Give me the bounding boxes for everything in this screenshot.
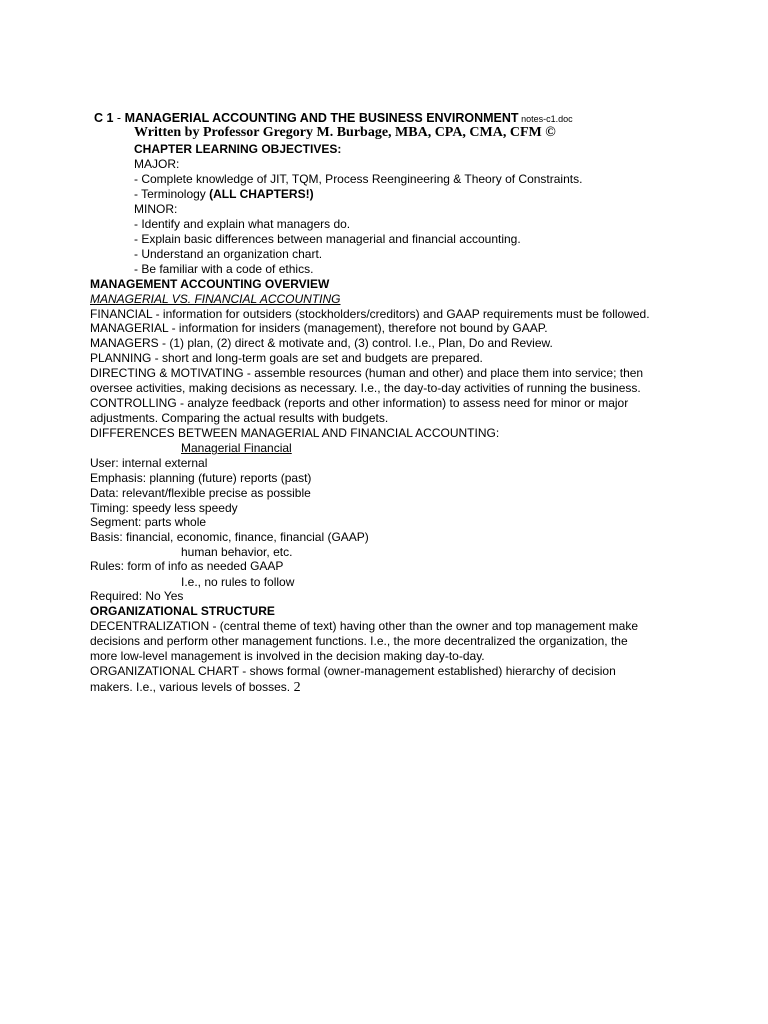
minor-objective-3: - Understand an organization chart.	[134, 247, 323, 261]
overview-heading: MANAGEMENT ACCOUNTING OVERVIEW	[90, 277, 330, 291]
overview-line-differences: DIFFERENCES BETWEEN MANAGERIAL AND FINANCIAL ACCOUNTING:	[90, 426, 500, 440]
structure-line-org-chart-cont	[90, 680, 301, 695]
overview-line-directing-cont: oversee activities, making decisions as necessary. I.e., the day-to-day activities of running the business.	[90, 381, 641, 395]
objectives-heading: CHAPTER LEARNING OBJECTIVES:	[134, 142, 342, 156]
comparison-row: I.e., no rules to follow	[181, 575, 295, 589]
overview-subheading: MANAGERIAL VS. FINANCIAL ACCOUNTING	[90, 292, 341, 306]
structure-line-org-chart-text: makers. I.e., various levels of bosses.	[90, 680, 291, 694]
comparison-row: Timing: speedy less speedy	[90, 501, 238, 515]
major-objective-1: - Complete knowledge of JIT, TQM, Process Reengineering & Theory of Constraints.	[134, 172, 583, 186]
major-label: MAJOR:	[134, 157, 180, 171]
comparison-row: Emphasis: planning (future) reports (past)	[90, 471, 312, 485]
overview-line-managers: MANAGERS - (1) plan, (2) direct & motivate and, (3) control. I.e., Plan, Do and Review.	[90, 336, 553, 350]
overview-line-controlling-cont: adjustments. Comparing the actual results with budgets.	[90, 411, 389, 425]
chapter-number: C 1	[94, 111, 114, 125]
file-name: notes-c1.doc	[518, 114, 573, 124]
comparison-row: Data: relevant/flexible precise as possible	[90, 486, 311, 500]
comparison-header: Managerial Financial	[181, 441, 292, 455]
overview-line-planning: PLANNING - short and long-term goals are set and budgets are prepared.	[90, 351, 483, 365]
title-dash: -	[113, 111, 125, 125]
structure-line-org-chart: ORGANIZATIONAL CHART - shows formal (owner-management established) hierarchy of decision	[90, 664, 616, 678]
overview-line-controlling: CONTROLLING - analyze feedback (reports and other information) to assess need for minor or major	[90, 396, 629, 410]
chapter-title: MANAGERIAL ACCOUNTING AND THE BUSINESS ENVIRONMENT	[124, 111, 519, 125]
comparison-row: User: internal external	[90, 456, 208, 470]
comparison-row: human behavior, etc.	[181, 545, 293, 559]
minor-objective-4: - Be familiar with a code of ethics.	[134, 262, 314, 276]
comparison-row: Basis: financial, economic, finance, financial (GAAP)	[90, 530, 369, 544]
comparison-row: Required: No Yes	[90, 589, 184, 603]
overview-line-managerial: MANAGERIAL - information for insiders (management), therefore not bound by GAAP.	[90, 321, 548, 335]
minor-objective-1: - Identify and explain what managers do.	[134, 217, 351, 231]
major-objective-2-emphasis: (ALL CHAPTERS!)	[209, 187, 314, 201]
major-objective-2-text: - Terminology	[134, 187, 210, 201]
structure-heading: ORGANIZATIONAL STRUCTURE	[90, 604, 275, 618]
comparison-row: Segment: parts whole	[90, 515, 207, 529]
comparison-row: Rules: form of info as needed GAAP	[90, 559, 284, 573]
structure-line-decentralization-end: more low-level management is involved in the decision making day-to-day.	[90, 649, 485, 663]
structure-line-decentralization: DECENTRALIZATION - (central theme of text) having other than the owner and top management make	[90, 619, 639, 633]
minor-objective-2: - Explain basic differences between managerial and financial accounting.	[134, 232, 521, 246]
page-number: 2	[290, 680, 301, 695]
author-line: Written by Professor Gregory M. Burbage, MBA, CPA, CMA, CFM ©	[134, 125, 556, 140]
minor-label: MINOR:	[134, 202, 178, 216]
chapter-title-line	[94, 111, 573, 126]
major-objective-2	[134, 187, 314, 201]
structure-line-decentralization-cont: decisions and perform other management functions. I.e., the more decentralized the organization, the	[90, 634, 628, 648]
overview-line-financial: FINANCIAL - information for outsiders (stockholders/creditors) and GAAP requirements must be followed.	[90, 307, 650, 321]
overview-line-directing: DIRECTING & MOTIVATING - assemble resources (human and other) and place them into service; then	[90, 366, 644, 380]
